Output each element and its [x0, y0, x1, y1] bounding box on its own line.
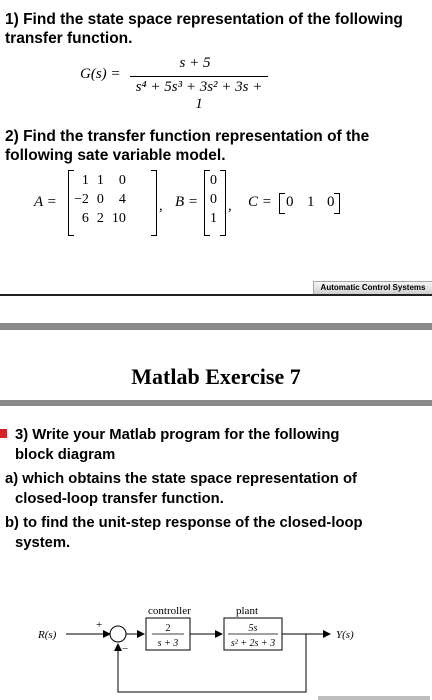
part-a-line-2: closed-loop transfer function.	[15, 491, 224, 507]
part-b-line-1: b) to find the unit-step response of the closed-loop	[5, 515, 363, 531]
question-1-line-1: 1) Find the state space representation of the following	[5, 11, 403, 28]
slide-divider	[0, 294, 432, 296]
matrix-c-right-bracket	[334, 193, 340, 214]
output-signal-label: Y(s)	[336, 629, 354, 641]
matrix-b-cell: 0	[210, 191, 217, 207]
fraction-bar	[130, 76, 268, 77]
slide-header-bar	[0, 323, 432, 330]
matrix-a-label: A =	[34, 194, 57, 210]
matrix-b-cell: 0	[210, 172, 217, 188]
matrix-a	[70, 171, 130, 228]
matrix-a-cell: 6	[81, 210, 89, 226]
matrix-a-cell: 1	[81, 172, 89, 188]
controller-label: controller	[148, 605, 191, 617]
course-badge: Automatic Control Systems	[313, 281, 432, 295]
question-2-line-1: 2) Find the transfer function representation of the	[5, 128, 370, 145]
matrix-c-left-bracket	[279, 193, 285, 214]
badge-edge	[318, 696, 430, 700]
matrix-b-cell: 1	[210, 210, 217, 226]
matrix-a-cell: 2	[96, 210, 104, 226]
summing-minus-sign: −	[122, 643, 129, 655]
matrix-c-cell: 0	[286, 194, 294, 210]
part-b-line-2: system.	[15, 535, 71, 551]
matlab-exercise-title: Matlab Exercise 7	[131, 364, 301, 389]
plant-denominator: s² + 2s + 3	[230, 638, 276, 649]
question-3-line-1: 3) Write your Matlab program for the following	[15, 427, 340, 443]
plant-numerator: 5s	[248, 623, 258, 634]
separator-comma: ,	[228, 198, 232, 214]
matrix-b-right-bracket	[220, 170, 226, 236]
summing-plus-sign: +	[96, 619, 103, 631]
matrix-a-cell: 4	[118, 191, 126, 207]
matrix-c-label: C =	[248, 194, 272, 210]
bullet-marker	[0, 429, 7, 438]
question-3-line-2: block diagram	[15, 447, 116, 463]
transfer-function-lhs: G(s) =	[80, 66, 121, 82]
question-1-line-2: transfer function.	[5, 30, 133, 47]
matrix-b-label: B =	[175, 194, 199, 210]
matrix-a-cell: 0	[96, 191, 104, 207]
block-diagram	[0, 590, 432, 700]
transfer-function-denominator: s⁴ + 5s³ + 3s² + 3s + 1	[135, 79, 263, 112]
matrix-c-cell: 0	[327, 194, 335, 210]
matrix-a-cell: 0	[118, 172, 126, 188]
matrix-a-cell: 1	[96, 172, 104, 188]
controller-numerator: 2	[165, 623, 171, 634]
separator-comma: ,	[159, 198, 163, 214]
part-a-line-1: a) which obtains the state space representation of	[5, 471, 357, 487]
matrix-a-right-bracket	[151, 170, 157, 236]
controller-denominator: s + 3	[157, 638, 179, 649]
title-underline-bar	[0, 400, 432, 406]
matrix-a-cell: 10	[111, 210, 126, 226]
plant-label: plant	[236, 605, 258, 617]
matrix-c-cell: 1	[307, 194, 315, 210]
question-2-line-2: following sate variable model.	[5, 147, 226, 164]
transfer-function-numerator: s + 5	[179, 55, 211, 71]
matrix-a-cell: −2	[74, 191, 89, 207]
summing-junction	[110, 626, 126, 642]
input-signal-label: R(s)	[38, 629, 57, 641]
matrix-b	[206, 171, 221, 228]
